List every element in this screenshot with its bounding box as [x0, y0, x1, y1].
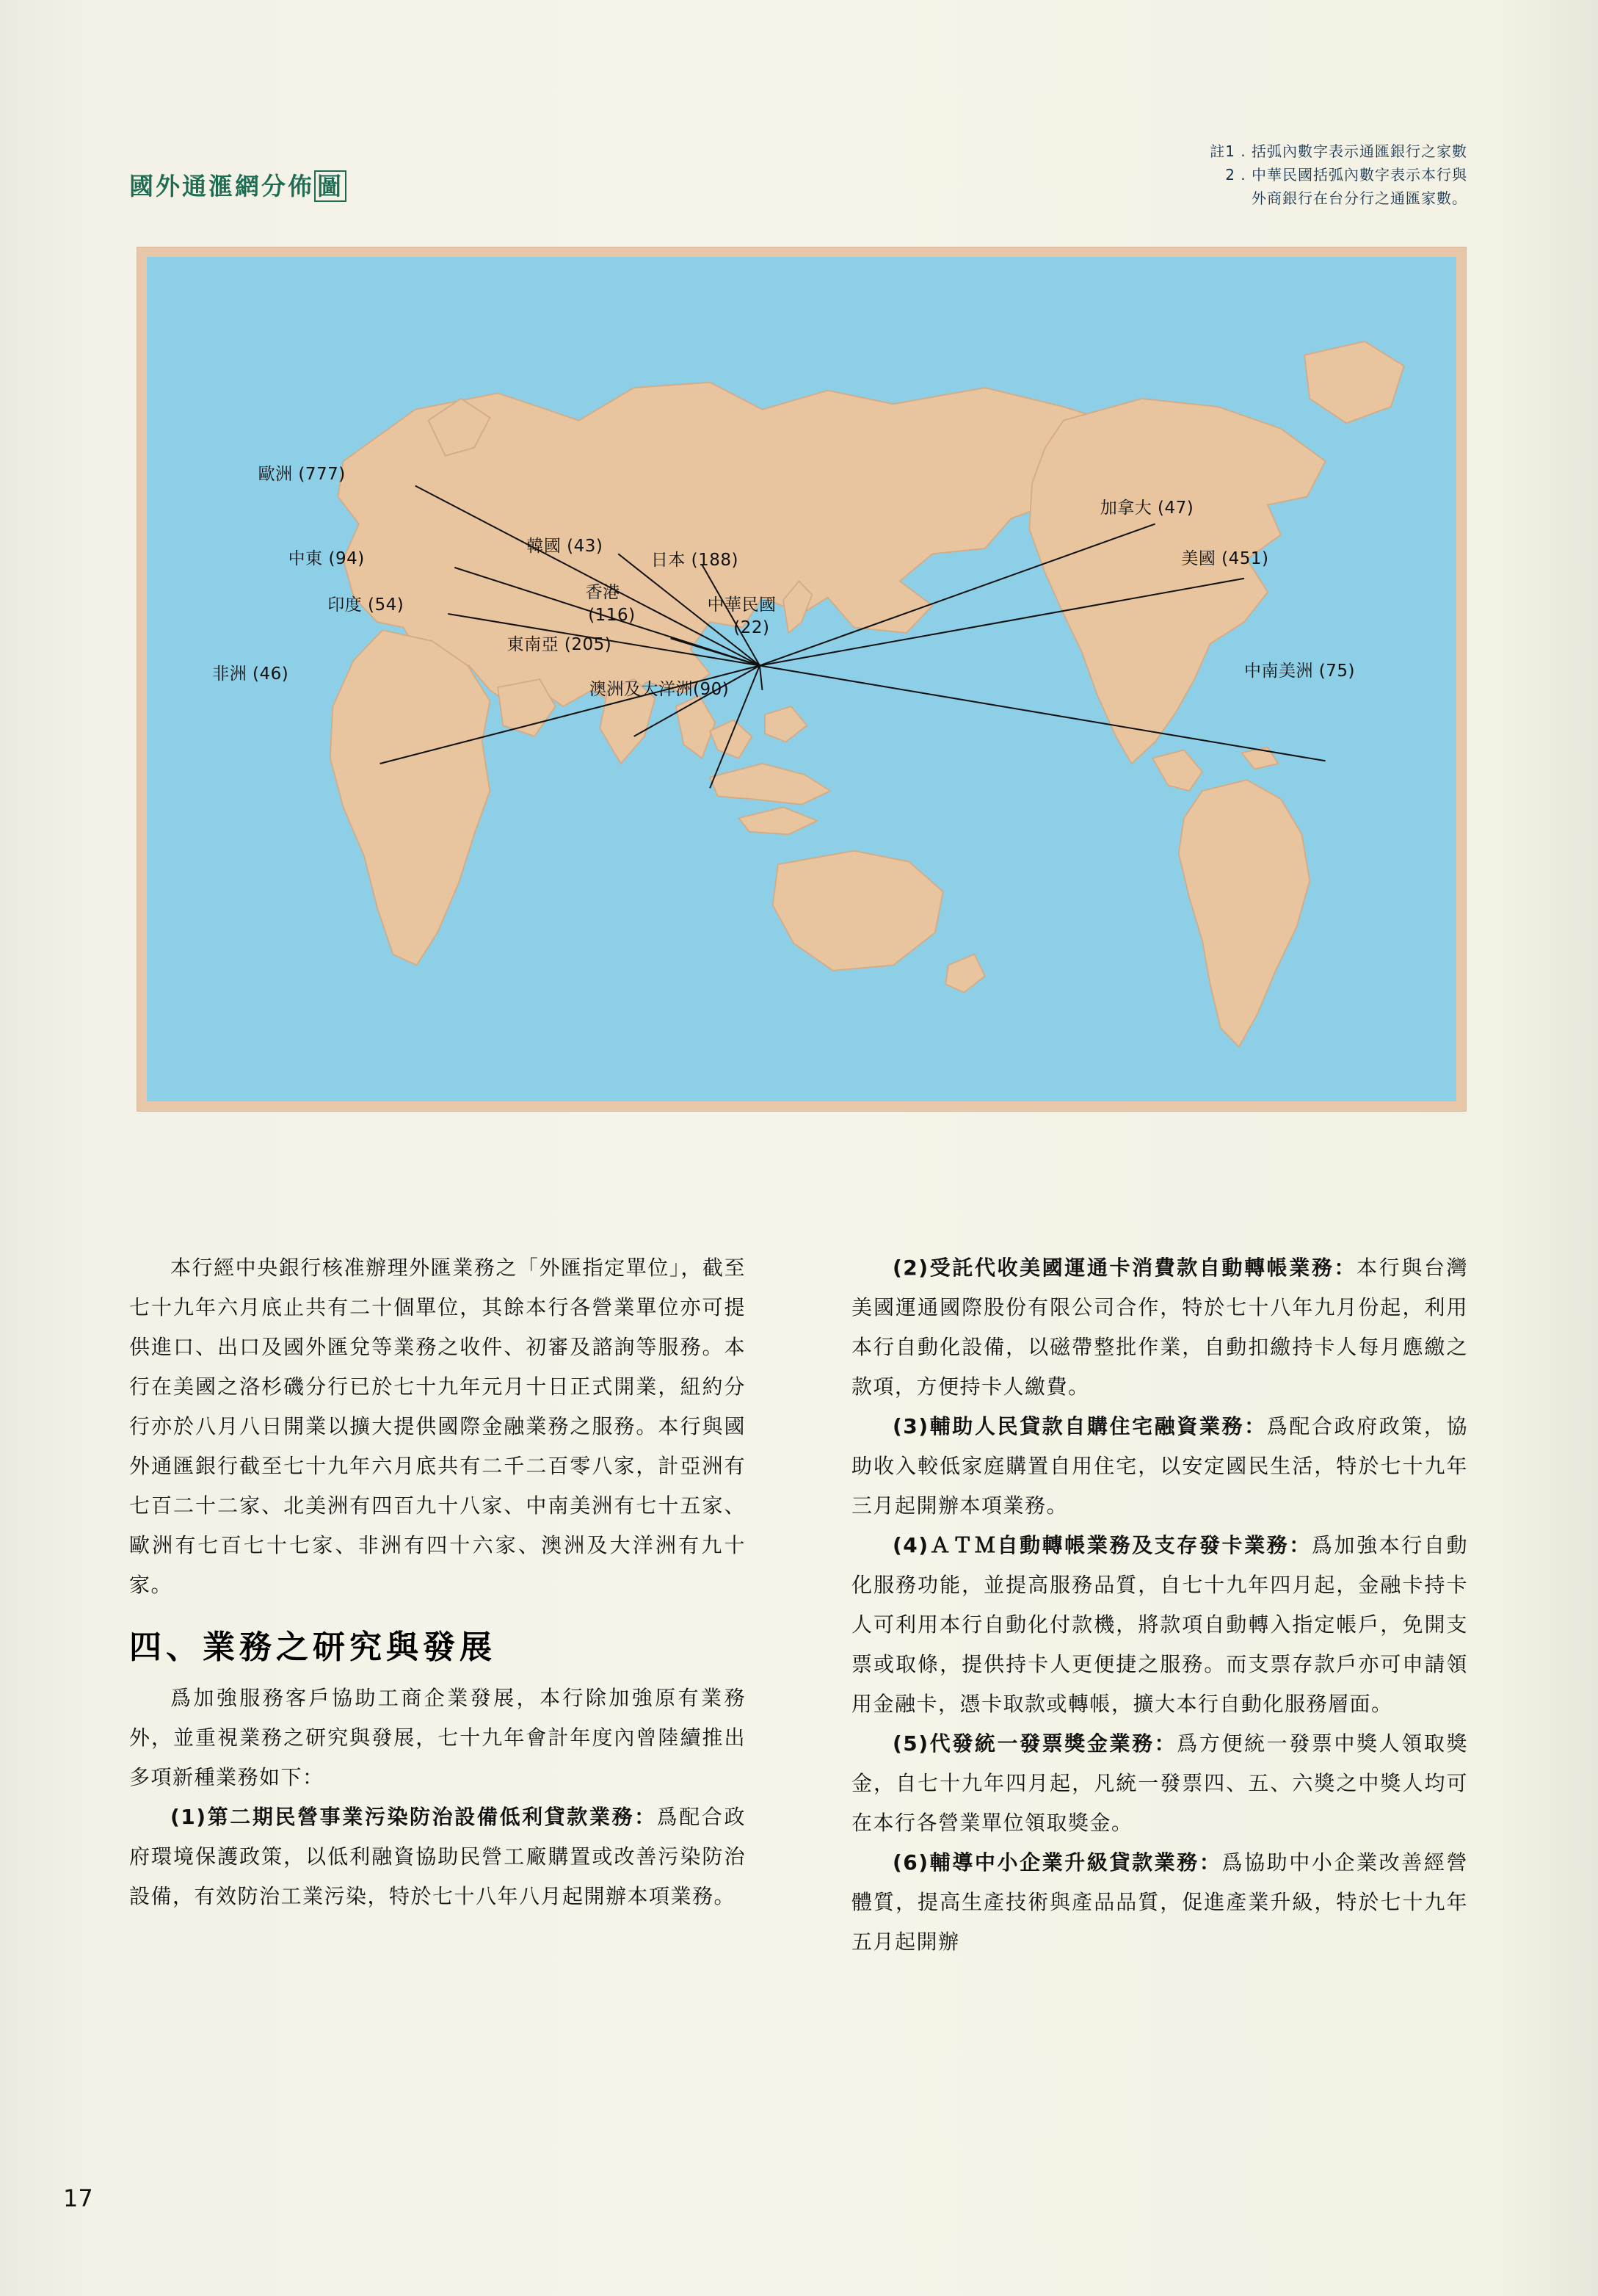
map-label-6: (116): [588, 605, 636, 625]
right-item-3-label: (3)輔助人民貸款自購住宅融資業務：: [893, 1414, 1267, 1438]
map-title-text: 國外通滙網分佈: [129, 172, 314, 200]
map-label-4: 日本 (188): [650, 551, 738, 571]
left-paragraph-2: 爲加強服務客戶協助工商企業發展，本行除加強原有業務外，並重視業務之研究與發展，七十九年會計年度內曾陸續推出多項新種業務如下：: [129, 1686, 746, 1789]
map-note-1: 註1 . 括弧內數字表示通匯銀行之家數: [1210, 142, 1467, 160]
map-label-3: 韓國 (43): [526, 536, 603, 556]
map-label-0: 歐洲 (777): [258, 464, 346, 484]
map-label-2: 印度 (54): [327, 595, 404, 615]
right-item-4-body: 爲加強本行自動化服務功能，並提高服務品質，自七十九年四月起，金融卡持卡人可利用本行自動化付款機，將款項自動轉入指定帳戶，免開支票或取條，提供持卡人更便捷之服務。而支票存款戶亦可申請領用金融卡，憑卡取款或轉帳，擴大本行自動化服務層面。: [851, 1533, 1468, 1716]
right-item-2: [851, 1248, 1468, 1407]
right-item-5: [851, 1724, 1468, 1843]
map-label-12: 加拿大 (47): [1100, 498, 1194, 518]
right-item-6-label: (6)輔導中小企業升級貸款業務：: [893, 1850, 1222, 1875]
right-item-4: [851, 1526, 1468, 1724]
left-paragraph-1: 本行經中央銀行核准辦理外匯業務之「外匯指定單位」，截至七十九年六月底止共有二十個單位，其餘本行各營業單位亦可提供進口、出口及國外匯兌等業務之收件、初審及諮詢等服務。本行在美國之洛杉磯分行已於七十九年元月十日正式開業，紐約分行亦於八月八日開業以擴大提供國際金融業務之服務。本行與國外通匯銀行截至七十九年六月底共有二千二百零八家，計亞洲有七百二十二家、北美洲有四百九十八家、中南美洲有七十五家、歐洲有七百七十七家、非洲有四十六家、澳洲及大洋洲有九十家。: [129, 1256, 746, 1597]
right-item-4-label: (4)ＡＴＭ自動轉帳業務及支存發卡業務：: [893, 1533, 1312, 1557]
map-notes: [1210, 140, 1467, 210]
map-label-14: 中南美洲 (75): [1243, 661, 1356, 681]
map-note-2: 2 . 中華民國括弧內數字表示本行與: [1225, 166, 1467, 184]
map-note-3: 外商銀行在台分行之通匯家數。: [1252, 189, 1467, 207]
map-label-10: 非洲 (46): [212, 664, 289, 684]
right-item-3: [851, 1407, 1468, 1526]
right-item-2-label: (2)受託代收美國運通卡消費款自動轉帳業務：: [893, 1256, 1357, 1280]
map-label-13: 美國 (451): [1181, 548, 1269, 568]
map-title-boxed-char: 圖: [314, 170, 346, 202]
right-item-5-label: (5)代發統一發票獎金業務：: [893, 1731, 1177, 1756]
map-canvas: [147, 257, 1456, 1101]
map-label-1: 中東 (94): [288, 548, 365, 568]
right-text-column: [851, 1248, 1468, 1962]
left-paragraph-3: [129, 1797, 746, 1916]
map-label-5: 香港: [585, 582, 620, 602]
page-number: 17: [63, 2184, 93, 2212]
right-item-6-body: 爲協助中小企業改善經營體質，提高生產技術與產品品質，促進產業升級，特於七十九年五月起開辦: [851, 1850, 1468, 1954]
right-item-5-body: 爲方便統一發票中獎人領取獎金，自七十九年四月起，凡統一發票四、五、六獎之中獎人均可在本行各營業單位領取獎金。: [851, 1731, 1468, 1835]
left-text-column: [129, 1248, 746, 1916]
map-title: [129, 167, 346, 202]
map-label-9: 東南亞 (205): [506, 635, 612, 655]
right-item-2-body: 本行與台灣美國運通國際股份有限公司合作，特於七十八年九月份起，利用本行自動化設備，以磁帶整批作業，自動扣繳持卡人每月應繳之款項，方便持卡人繳費。: [851, 1256, 1468, 1399]
right-item-6: [851, 1843, 1468, 1962]
map-label-11: 澳洲及大洋洲(90): [589, 680, 730, 699]
section-heading: 四、業務之研究與發展: [129, 1629, 496, 1666]
map-label-8: (22): [733, 618, 770, 638]
left-item-1-body: 爲配合政府環境保護政策，以低利融資協助民營工廠購置或改善污染防治設備，有效防治工業污染，特於七十八年八月起開辦本項業務。: [129, 1805, 746, 1908]
world-map-figure: [137, 247, 1467, 1112]
left-item-1-label: (1)第二期民營事業污染防治設備低利貸款業務：: [170, 1805, 657, 1829]
map-label-7: 中華民國: [707, 595, 777, 615]
right-item-3-body: 爲配合政府政策，協助收入較低家庭購置自用住宅，以安定國民生活，特於七十九年三月起開辦本項業務。: [851, 1414, 1468, 1518]
